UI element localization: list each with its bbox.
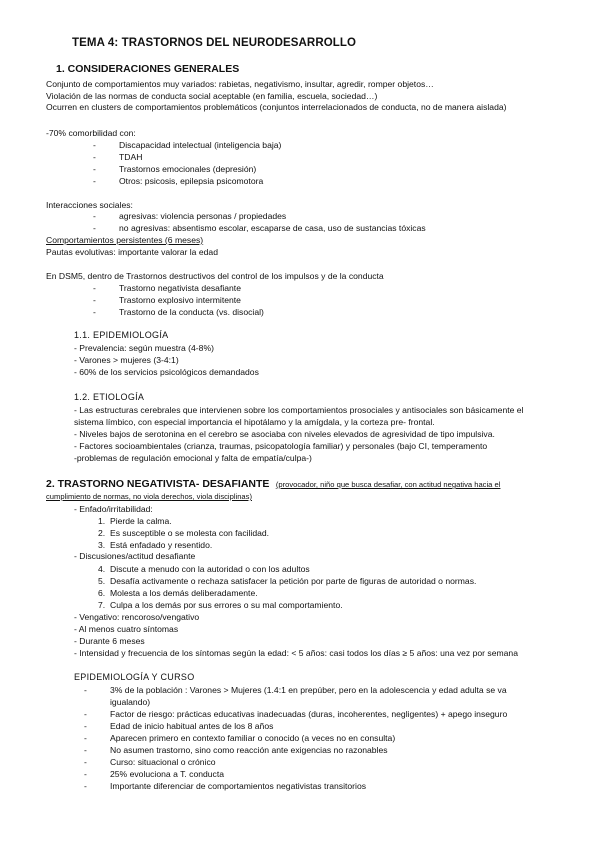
- epidemiology-course-item: - Factor de riesgo: prácticas educativas inadecuadas (duras, incoherentes, negligentes) + apego inseguro: [110, 708, 507, 720]
- item-text: Discute a menudo con la autoridad o con los adultos: [110, 564, 310, 574]
- defiance-label: - Discusiones/actitud desafiante: [74, 551, 196, 561]
- comorbidity-item: - Trastornos emocionales (depresión): [119, 163, 256, 175]
- item-number: 6.: [98, 588, 106, 598]
- item-text: Molesta a los demás deliberadamente.: [110, 588, 258, 598]
- dsm5-item: - Trastorno negativista desafiante: [119, 282, 241, 294]
- anger-item: [98, 515, 172, 527]
- comorbidity-item: - Discapacidad intelectual (inteligencia baja): [119, 139, 281, 151]
- s1-paragraph-1: Conjunto de comportamientos muy variados: rabietas, negativismo, insultar, agredir, romper objetos…: [46, 79, 434, 89]
- section-2-note: (provocador, niño que busca desafiar, con actitud negativa hacia el: [275, 480, 501, 489]
- item-number: 1.: [98, 516, 106, 526]
- four-symptoms-line: - Al menos cuatro síntomas: [74, 624, 179, 634]
- epidemiology-course-item: - Edad de inicio habitual antes de los 8 años: [110, 720, 273, 732]
- etiology-line: sistema límbico, con especial importancia el hipotálamo y la amígdala, y la corteza pre- frontal.: [74, 417, 435, 427]
- item-text: Es susceptible o se molesta con facilidad.: [110, 528, 270, 538]
- anger-label: - Enfado/irritabilidad:: [74, 504, 153, 514]
- intensity-line: - Intensidad y frecuencia de los síntomas según la edad: < 5 años: casi todos los días ≥ 5 años: una vez por semana: [74, 648, 518, 658]
- item-text: Desafía activamente o rechaza satisfacer la petición por parte de figuras de autoridad o normas.: [110, 576, 477, 586]
- etiology-heading: 1.2. ETIOLOGÍA: [74, 392, 145, 402]
- defiance-item: [98, 599, 343, 611]
- epidemiology-course-heading: EPIDEMIOLOGÍA Y CURSO: [74, 672, 195, 682]
- defiance-item: [98, 563, 310, 575]
- epidemiology-heading: 1.1. EPIDEMIOLOGÍA: [74, 330, 169, 340]
- etiology-line: - Niveles bajos de serotonina en el cerebro se asociaba con niveles elevados de agresividad de tipo impulsiva.: [74, 429, 495, 439]
- page-title: TEMA 4: TRASTORNOS DEL NEURODESARROLLO: [72, 37, 357, 49]
- comorbidity-label: -70% comorbilidad con:: [46, 128, 136, 138]
- epidemiology-course-item: - 25% evoluciona a T. conducta: [110, 768, 224, 780]
- epidemiology-item: - 60% de los servicios psicológicos demandados: [74, 367, 259, 377]
- section-2-heading-row: [46, 478, 500, 491]
- epidemiology-course-item: - Importante diferenciar de comportamientos negativistas transitorios: [110, 780, 366, 792]
- item-number: 2.: [98, 528, 106, 538]
- evolutive-patterns: Pautas evolutivas: importante valorar la edad: [46, 247, 218, 257]
- anger-item: [98, 527, 270, 539]
- etiology-line: -problemas de regulación emocional y falta de empatía/culpa-): [74, 453, 312, 463]
- section-2-note-cont: cumplimiento de normas, no viola derechos, viola disciplinas): [46, 492, 252, 501]
- epidemiology-item: - Prevalencia: según muestra (4-8%): [74, 343, 214, 353]
- section-1-heading: 1. CONSIDERACIONES GENERALES: [56, 63, 240, 75]
- persistent-behaviors: Comportamientos persistentes (6 meses): [46, 235, 204, 245]
- epidemiology-course-item: - Curso: situacional o crónico: [110, 756, 216, 768]
- item-text: Culpa a los demás por sus errores o su mal comportamiento.: [110, 600, 343, 610]
- epidemiology-course-item-cont: igualando): [110, 697, 151, 707]
- dsm5-label: En DSM5, dentro de Trastornos destructivos del control de los impulsos y de la conducta: [46, 271, 384, 281]
- etiology-line: - Las estructuras cerebrales que intervienen sobre los comportamientos prosociales y antisociales son básicamente el: [74, 405, 524, 415]
- epidemiology-item: - Varones > mujeres (3-4:1): [74, 355, 179, 365]
- epidemiology-course-item: - Aparecen primero en contexto familiar o conocido (a veces no en consulta): [110, 732, 395, 744]
- social-interactions-label: Interacciones sociales:: [46, 200, 133, 210]
- comorbidity-item: - TDAH: [119, 151, 142, 163]
- dsm5-item: - Trastorno explosivo intermitente: [119, 294, 241, 306]
- s1-paragraph-2: Violación de las normas de conducta social aceptable (en familia, escuela, sociedad…): [46, 91, 378, 101]
- epidemiology-course-item: - No asumen trastorno, sino como reacción ante exigencias no razonables: [110, 744, 388, 756]
- item-text: Pierde la calma.: [110, 516, 172, 526]
- etiology-line: - Factores socioambientales (crianza, traumas, psicopatología familiar) y personales (bajo CI, temperamento: [74, 441, 488, 451]
- defiance-item: [98, 587, 258, 599]
- vindictive-line: - Vengativo: rencoroso/vengativo: [74, 612, 200, 622]
- item-number: 3.: [98, 540, 106, 550]
- dsm5-item: - Trastorno de la conducta (vs. disocial): [119, 306, 264, 318]
- item-number: 7.: [98, 600, 106, 610]
- s1-paragraph-3: Ocurren en clusters de comportamientos problemáticos (conjuntos interrelacionados de conducta, no de manera aislada): [46, 102, 507, 112]
- comorbidity-item: - Otros: psicosis, epilepsia psicomotora: [119, 175, 263, 187]
- epidemiology-course-item: - 3% de la población : Varones > Mujeres (1.4:1 en prepúber, pero en la adolescencia y edad adulta se va: [110, 684, 507, 696]
- defiance-item: [98, 575, 477, 587]
- social-item: - no agresivas: absentismo escolar, escaparse de casa, uso de sustancias tóxicas: [119, 222, 426, 234]
- section-2-heading: 2. TRASTORNO NEGATIVISTA- DESAFIANTE: [46, 478, 270, 490]
- six-months-line: - Durante 6 meses: [74, 636, 145, 646]
- item-number: 4.: [98, 564, 106, 574]
- item-number: 5.: [98, 576, 106, 586]
- social-item: - agresivas: violencia personas / propiedades: [119, 210, 286, 222]
- item-text: Está enfadado y resentido.: [110, 540, 213, 550]
